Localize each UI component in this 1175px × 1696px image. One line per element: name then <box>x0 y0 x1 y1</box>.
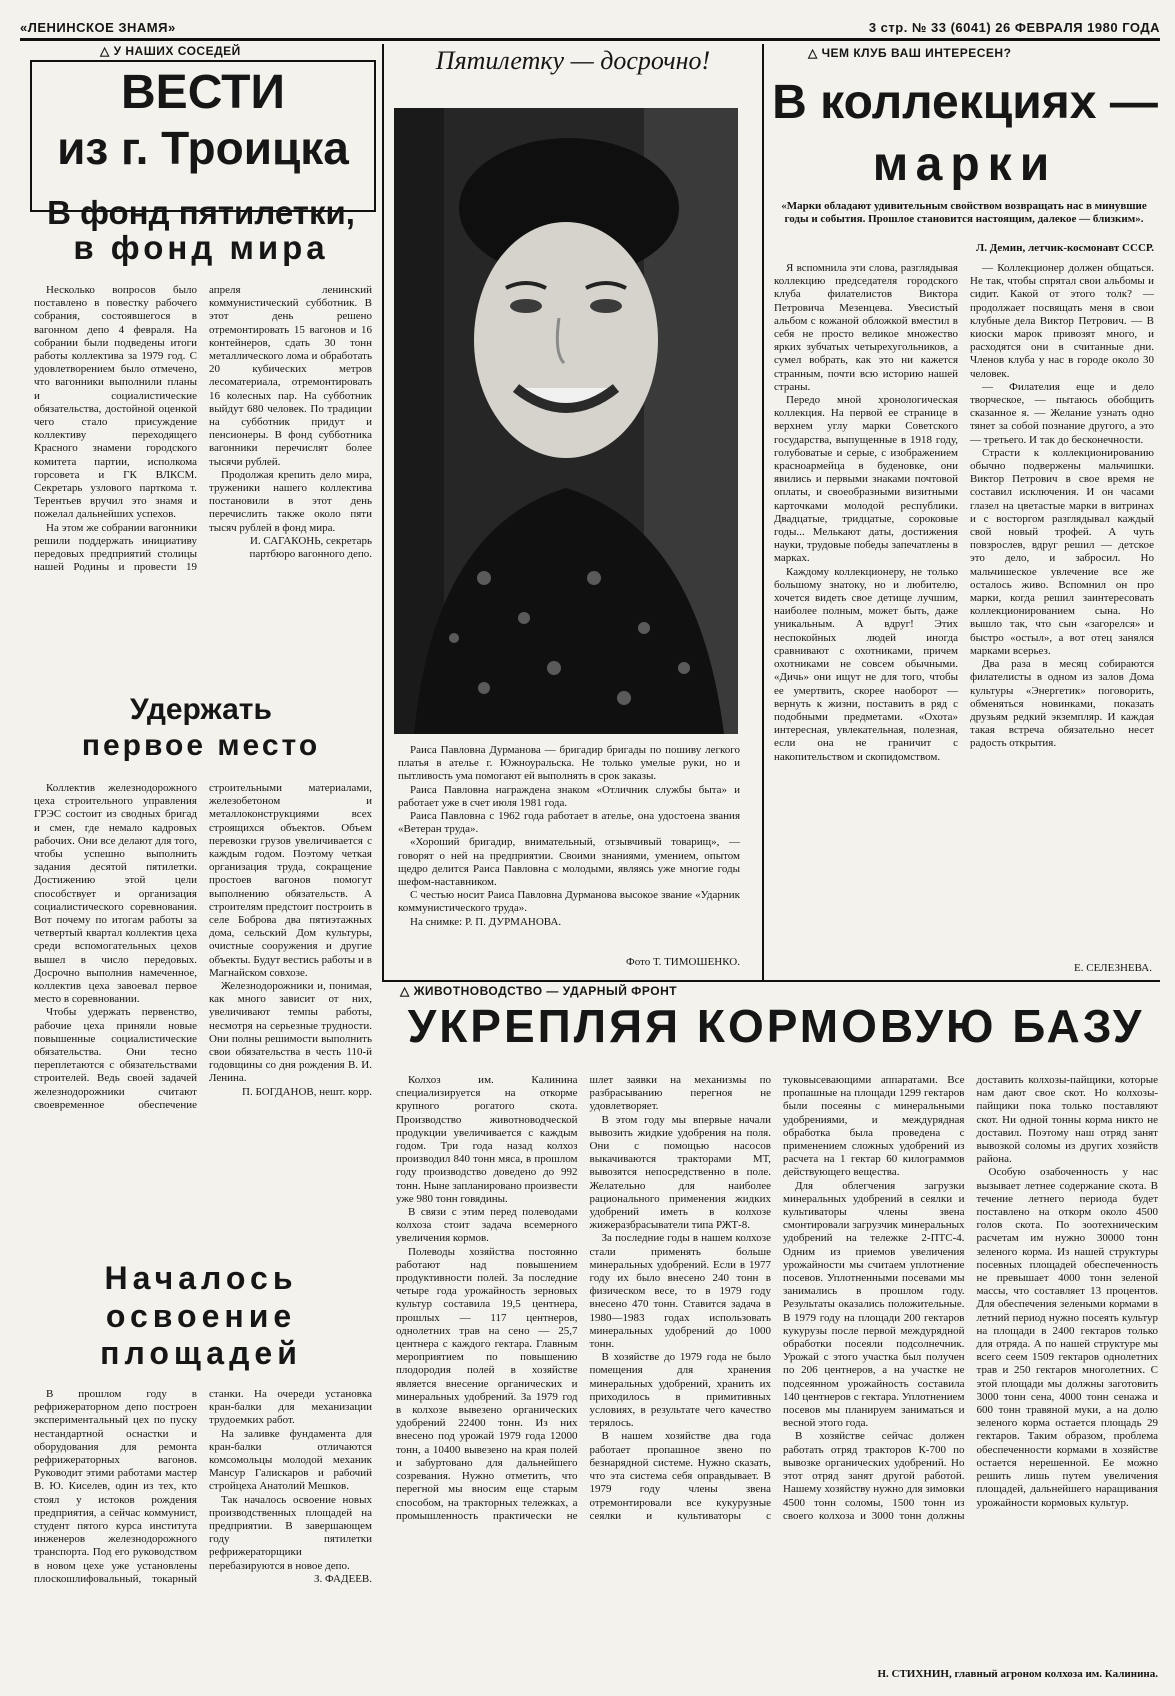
newspaper-name: «ЛЕНИНСКОЕ ЗНАМЯ» <box>20 20 176 35</box>
neighbors-title-line1: ВЕСТИ <box>121 66 285 119</box>
livestock-title: УКРЕПЛЯЯ КОРМОВУЮ БАЗУ <box>407 1000 1145 1052</box>
paragraph: На этом же собрании вагонники решили поддержать инициативу передовых предприятий столицы нашей Родины и провести 19 апреля ленинский коммунистический субботник. В этот день решено отремонтировать 15 вагонов и 16 контейнеров, сдать 30 тонн металлического лома и обработать 20 кубических метров лесоматериала, отремонтировать 16 колесных пар. На субботник выйдут 680 человек. По традиции на субботник придут и пенсионеры. В фонд субботника вагонники перечислят более тысячи рублей. <box>34 284 372 574</box>
paragraph: Особую озабоченность у нас вызывает летнее содержание скота. В течение летнего периода будет поставлено на откорм около 4500 голов скота. По зоотехническим расчетам им нужно 30000 тонн зеленого корма. Из нашей структуры посевных площадей обеспеченность не превышает 4000 тонн зеленой массы, что составляет 13 процентов. Для обеспечения зелеными кормами в летний период нужно посеять культур на площади в 2400 гектаров только для отряда. А по нашей структуре мы всего сеем 1509 гектаров однолетних трав и 250 гектаров многолетних. С этой площади мы должны заготовить 3000 тонн сена, 4000 тонн сенажа и 600 тонн травяной муки, а на долю зеленого корма остается площадь 29 гектаров. Таким образом, проблема обеспеченности кормами в хозяйстве остается нерешенной. Ее можно решить лишь путем увеличения площадей, дальнейшего наращивания урожайности кормовых культур. <box>976 1166 1158 1509</box>
club-signature: Е. СЕЛЕЗНЕВА. <box>1074 962 1152 974</box>
article-started-signature: З. ФАДЕЕВ. <box>314 1572 372 1585</box>
caption-paragraph: На снимке: Р. П. ДУРМАНОВА. <box>410 915 562 928</box>
article-fund-signature: И. САГАКОНЬ, секретарь партбюро вагонного депо. <box>249 534 372 561</box>
article-fund-body <box>34 284 372 680</box>
caption-paragraph: С честью носит Раиса Павловна Дурманова высокое звание «Ударник коммунистического труда». <box>398 889 740 915</box>
portrait-illustration <box>394 108 738 734</box>
club-title-line2: марки <box>872 138 1058 191</box>
paragraph: Коллектив железнодорожного цеха строительного управления ГРЭС состоит из сводных бригад и смен, где немало кадровых рабочих. Они все делают для того, чтобы успешно выполнить задания десятой пятилетки. Достижению этой цели способствует и организация социалистического соревнования. Вот почему по итогам работы за четвертый квартал коллектив цеха среди вспомогательных цехов вышел в число передовых. Досрочно выполнив намеченное, коллектив цеха завоевал первое место в соревновании. <box>34 782 197 1006</box>
section-divider <box>382 980 1160 982</box>
paragraph: Два раза в месяц собираются филателисты в одном из залов Дома культуры «Энергетик» поговорить, обменяться новинками, показать друзьям редкий экземпляр. И каждая такая встреча обязательно несет радость открытия. <box>970 658 1154 750</box>
paragraph: Колхоз им. Калинина специализируется на откорме крупного рогатого скота. Производство животноводческой продукции увеличивается с каждым годом. Три года назад колхоз производил 840 тонн мяса, в прошлом году производство доведено до 992 тонн. Ныне запланировано произвести уже 980 тонн говядины. <box>396 1074 578 1205</box>
paragraph: Продолжая крепить дело мира, труженики нашего коллектива постановили в этот день перечислить также около пяти тысяч рублей в фонд мира. <box>209 468 372 534</box>
club-title-line1: В коллекциях — <box>772 76 1158 129</box>
paragraph: В хозяйстве до 1979 года не было помещения для хранения минеральных удобрений, хранить их приходилось в примитивных условиях, в результате чего качество терялось. <box>589 1351 771 1430</box>
masthead <box>20 18 1160 38</box>
livestock-kicker: △ ЖИВОТНОВОДСТВО — УДАРНЫЙ ФРОНТ <box>400 984 678 998</box>
photo-credit: Фото Т. ТИМОШЕНКО. <box>626 956 740 968</box>
club-epigraph: «Марки обладают удивительным свойством возвращать нас в минувшие годы и события. Прошлое становится настоящим, далекое — близким». <box>781 200 1147 225</box>
livestock-body <box>396 1074 1158 1666</box>
article-started-title-line1: Началось <box>104 1260 298 1296</box>
club-body <box>774 262 1154 960</box>
feature-title: Пятилетку — досрочно! <box>435 46 711 75</box>
neighbors-kicker: △ У НАШИХ СОСЕДЕЙ <box>100 44 241 58</box>
caption-paragraph: Раиса Павловна с 1962 года работает в ателье, она удостоена звания «Ветеран труда». <box>398 810 740 836</box>
article-hold-signature: П. БОГДАНОВ, нешт. корр. <box>242 1085 372 1098</box>
paragraph: Для облегчения загрузки минеральных удобрений в сеялки и культиваторы члены звена смонтировали загрузчик минеральных удобрений на тележке 2-ПТС-4. Одним из приемов увеличения урожайности мы считаем уплотнение посевов. Уплотненными посевами мы занимались в прошлом году. Результаты оказались положительные. В 1979 году на площади 200 гектаров кукурузы после первой междурядной обработки посеяли подсолнечник. Урожай с этого участка был получен по 206 центнеров, а на участке не подсеянном урожайность составила 140 центнеров с гектара. Уплотнением посевов мы планируем заниматься и весной этого года. <box>783 1179 965 1430</box>
paragraph: За последние годы в нашем колхозе стали применять больше минеральных удобрений. Если в 1977 году их было внесено 240 тонн в физическом весе, то в 1979 году внесено 470 тонн. Ставится задача в 1980—1983 годах использовать минеральных удобрений до 1000 тонн. <box>589 1232 771 1351</box>
paragraph: В связи с этим перед полеводами колхоза стоит задача всемерного увеличения кормов. <box>396 1206 578 1245</box>
article-started-body <box>34 1388 372 1680</box>
paragraph: Чтобы удержать первенство, рабочие цеха приняли новые повышенные социалистические обязательства. Они тесно переплетаются с обязательствами строителей. Ведь своей задачей железнодорожники считают своевременное обеспечение строительными материалами, железобетоном и металлоконструкциями всех строящихся объектов. Объем перевозки грузов увеличивается с каждым годом. Поэтому четкая организация труда, сокращение простоев вагонов помогут выполнению обязательств. А строителям предстоит построить в селе Боброва два пятиэтажных дома, сельский Дом культуры, очистные сооружения и другие объекты. Будут вестись работы и в Магнайском совхозе. <box>34 782 372 1111</box>
paragraph: Железнодорожники и, понимая, как много зависит от них, увеличивают темпы работы, несмотря на серьезные трудности. Они полны решимости выполнить свои обязательства в честь 110-й годовщины со дня рождения В. И. Ленина. <box>209 980 372 1085</box>
article-fund-title-line1: В фонд пятилетки, <box>47 194 355 231</box>
masthead-rule <box>20 38 1160 41</box>
caption-paragraph: «Хороший бригадир, внимательный, отзывчивый товарищ», — говорят о ней на предприятии. Своими знаниями, умением, опытом щедро делится Раиса Павловна с молодыми, являясь уже многие годы шефом-наставником. <box>398 836 740 889</box>
paragraph: Несколько вопросов было поставлено в повестку рабочего собрания, состоявшегося в вагонном депо 4 февраля. На собрании были подведены итоги работы коллектива за 1979 год. С удовлетворением было отмечено, что вагонники выполнили планы и социалистические обязательства, достойной оценкой чего стало присуждение коллективу переходящего Красного знамени городского комитета партии, исполкома горсовета и ГК ВЛКСМ. Секретарь узлового парткома т. Терентьев вручил это знамя и пожелал дальнейших успехов. <box>34 284 197 521</box>
article-fund-headline <box>30 196 372 265</box>
caption-paragraph: Раиса Павловна Дурманова — бригадир бригады по пошиву легкого платья в ателье г. Южноуральска. Не только умелые руки, но и пытливость ума помогают ей выполнять в срок заказы. <box>398 744 740 783</box>
paragraph: В нашем хозяйстве два года работает пропашное звено по безнарядной системе. Нужно сказать, что эта система себя оправдывает. В 1979 году члены звена отремонтировали все кукурузные сеялки и культиваторы с туковысевающими аппаратами. Все пропашные на площади 1299 гектаров были посеяны с минеральными удобрениями, и междурядная обработка была проведена с применением сложных удобрений из расчета на 1 гектар 60 килограммов действующего вещества. <box>589 1074 965 1522</box>
issue-info: 3 стр. № 33 (6041) 26 ФЕВРАЛЯ 1980 ГОДА <box>868 20 1160 35</box>
article-started-title-line2: освоение <box>105 1297 297 1334</box>
portrait-photo <box>394 108 738 734</box>
article-hold-headline <box>30 694 372 761</box>
article-hold-body <box>34 782 372 1258</box>
column-divider <box>382 44 384 980</box>
neighbors-title-line2: из г. Троицка <box>57 122 349 175</box>
paragraph: Страсти к коллекционированию обычно подвержены мальчишки. Виктор Петрович в свое время не составил исключения. И он часами глазел на цветастые марки в витринах и с восторгом разглядывал каждый свой новый трофей. А чуть повзрослев, вдруг решил — детское это дело, и забросил. Но мальчишеское увлечение все же осталось живо. Вспомнил он про марки, когда решил заинтересовать коллекционированием сына. Но вышло так, что сын «загорелся» и быстро «остыл», а вот отец занялся марками всерьез. <box>970 446 1154 657</box>
column-divider <box>762 44 764 980</box>
article-fund-title-line2: в фонд мира <box>73 228 329 266</box>
neighbors-title-box <box>30 60 376 212</box>
photo-caption <box>398 744 740 928</box>
paragraph: — Филателия еще и дело творческое, — пытаюсь обобщить сказанное я. — Желание узнать одно тянет за собой познание другого, а это — третьего. И так до бесконечности. <box>970 380 1154 446</box>
club-kicker: △ ЧЕМ КЛУБ ВАШ ИНТЕРЕСЕН? <box>808 46 1012 60</box>
paragraph: Я вспомнила эти слова, разглядывая коллекцию председателя городского клуба филателистов Виктора Петровича Мезенцева. Увесистый альбом с кожаной обложкой вместил в себя не просто великое множество ярких зубчатых четырехугольников, а сумел вобрать, как это ни кажется странным, почти всю историю нашей страны. <box>774 262 958 393</box>
article-hold-title-line2: первое место <box>81 728 321 762</box>
paragraph: Каждому коллекционеру, не только большому знатоку, но и любителю, хочется видеть свое детище лучшим, наиболее полным, может быть, даже уникальным. А вдруг! Этих неспокойных людей иногда сравнивают с охотниками, причем охотниками не совсем обычными. «Дичь» они ищут не для того, чтобы ее умертвить, скорее наоборот — вернуть к жизни, поставить в ряд с подобными предметами. «Охота» интересная, увлекательная, полезная, если она не граничит с накопительством и скопидомством. <box>774 565 958 763</box>
paragraph: В этом году мы впервые начали вывозить жидкие удобрения на поля. Они с помощью насосов выкачиваются тракторами МТ, вывозятся непосредственно в поле. Желательно для наиболее рационального применения жидких удобрений иметь в колхозе жижеразбрасыватели типа РЖТ-8. <box>589 1113 771 1232</box>
caption-paragraph: Раиса Павловна награждена знаком «Отличник службы быта» и работает уже в счет июля 1981 года. <box>398 783 740 809</box>
paragraph: На заливке фундамента для кран-балки отличаются комсомольцы молодой механик Мансур Галискаров и рабочий стройцеха Анатолий Мешков. <box>209 1427 372 1493</box>
article-started-headline <box>30 1262 372 1371</box>
club-epigraph-author: Л. Демин, летчик-космонавт СССР. <box>976 242 1154 254</box>
paragraph: В хозяйстве сейчас должен работать отряд тракторов К-700 по вывозке органических удобрений. Но этот отряд занят другой работой. Нашему хозяйству нужно для зимовки 4500 тонн соломы, 1500 тонн из своего колхоза и 3000 тонн должны доставить колхозы-пайщики, которые нам дают свое скот. Но колхозы-пайщики пока только поставляют скот. Ни одной тонны корма никто не доставил. Поэтому наш отряд занят вывозкой соломы из других хозяйств района. <box>783 1074 1158 1522</box>
paragraph: — Коллекционер должен общаться. Не так, чтобы спрятал свои альбомы и сидит. Какой от этого толк? — продолжает посвящать меня в свои клубные дела Виктор Петрович. — В киоски марок привозят много, и расходятся они в считанные дни. Членов клуба у нас в городе около 30 человек. <box>970 262 1154 380</box>
paragraph: В прошлом году в рефрижераторном депо построен экспериментальный цех по пуску нестандартной оснастки и оборудования для ремонта рефрижераторных вагонов. Руководит этими работами мастер В. Ю. Киселев, один из тех, кто стоял у истоков рождения предприятия, а сейчас коммунист, студент пятого курса института инженеров железнодорожного транспорта. Под его руководством в новом цехе уже установлены плоскошлифовальный, токарный станки. На очереди установка кран-балки для механизации трудоемких работ. <box>34 1388 372 1585</box>
paragraph: Полеводы хозяйства постоянно работают над повышением продуктивности полей. За последние четыре года урожайность зерновых культур составила 19,5 центнера, прошлых — 117 центнеров, однолетних трав на сено — 25,7 центнера с каждого гектара. Главным мероприятием по повышению плодородия полей в хозяйстве является внесение органических и минеральных удобрений. За 1979 год в колхозе вывезено органических удобрений 22400 тонн. Из них внесено под урожай 1979 года 12000 тонн, а 10400 вывезено на края полей и забуртовано для дальнейшего созревания. Нужно отметить, что перегной мы вносим еще старым способом, на тракторных тележках, а промышленность практически не шлет заявки на механизмы по разбрасыванию перегноя не удовлетворяет. <box>396 1074 771 1522</box>
article-started-title-line3: площадей <box>100 1335 302 1372</box>
paragraph: Передо мной хронологическая коллекция. На первой ее странице в верхнем углу марки Советского государства, выпущенные в 1918 году, голубоватые и серые, с изображением красноармейца в буденовке, они явились и первыми знаками почтовой оплаты, и своеобразными визитными карточками молодой республики. Двадцатые, тридцатые, сороковые годы... Мелькают даты, достижения науки, трудовые победы запечатлены в марках. <box>774 394 958 565</box>
paragraph: Так началось освоение новых производственных площадей на предприятии. В завершающем году пятилетки рефрижераторщики перебазируются в новое депо. <box>209 1493 372 1572</box>
livestock-signature: Н. СТИХНИН, главный агроном колхоза им. Калинина. <box>877 1668 1158 1680</box>
article-hold-title-line1: Удержать <box>130 693 272 726</box>
